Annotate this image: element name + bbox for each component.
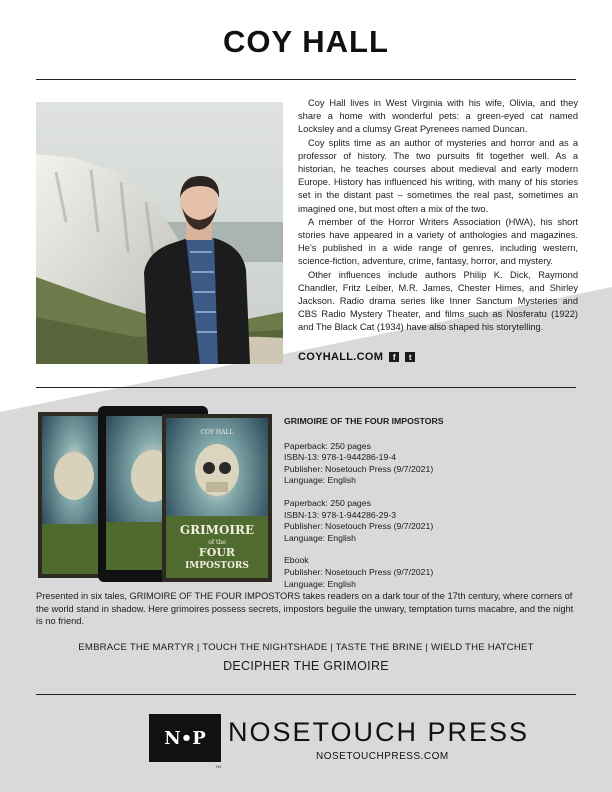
edition-language: Language: English bbox=[284, 578, 356, 589]
book-details bbox=[284, 416, 584, 601]
call-to-action: DECIPHER THE GRIMOIRE bbox=[223, 659, 389, 673]
bio-paragraph: Coy Hall lives in West Virginia with his wife, Olivia, and they share a home with wonderful pets: a green-eyed cat named Locksley and a clumsy Great Pyrenees named Duncan. bbox=[298, 98, 578, 135]
author-links bbox=[298, 351, 415, 363]
bio-paragraph: Coy splits time as an author of mysteries and horror and as a professor of history. The two pursuits fit together well. As a historian, he teaches courses about medieval and early modern Europe. History has influenced his writing, with many of his stories set in the distant past – sometimes the real past, sometimes an imagined one, but most often a mix of the two. bbox=[298, 137, 578, 214]
bottom-divider bbox=[36, 694, 576, 695]
author-name-heading: COY HALL bbox=[223, 24, 389, 59]
edition-paperback-2 bbox=[284, 498, 584, 544]
edition-format: Paperback: 250 pages bbox=[284, 440, 371, 451]
edition-ebook bbox=[284, 555, 584, 590]
edition-publisher: Publisher: Nosetouch Press (9/7/2021) bbox=[284, 566, 434, 577]
publisher-website-link[interactable]: NOSETOUCHPRESS.COM bbox=[316, 751, 449, 762]
cover-title-line1: GRIMOIRE bbox=[179, 523, 255, 537]
book-covers-image bbox=[36, 404, 276, 586]
edition-isbn: ISBN-13: 978-1-944286-29-3 bbox=[284, 509, 397, 520]
middle-divider bbox=[36, 387, 576, 388]
book-title: GRIMOIRE OF THE FOUR IMPOSTORS bbox=[284, 416, 444, 426]
edition-format: Paperback: 250 pages bbox=[284, 497, 371, 508]
publisher-logo: N•P bbox=[149, 714, 221, 762]
edition-format: Ebook bbox=[284, 555, 309, 566]
book-blurb: Presented in six tales, GRIMOIRE OF THE FOUR IMPOSTORS takes readers on a dark tour of the 17th century, where corners of the world stand in shadow. Here grimoires possess secrets, impostors beguile the unwary, temptation turns macabre, and the night is no friend. bbox=[36, 591, 574, 627]
cover-title-line2: of the bbox=[208, 539, 226, 546]
author-website-link[interactable]: COYHALL.COM bbox=[298, 351, 384, 363]
author-photo bbox=[36, 102, 283, 364]
book-tagline: EMBRACE THE MARTYR | TOUCH THE NIGHTSHADE | TASTE THE BRINE | WIELD THE HATCHET bbox=[78, 642, 534, 653]
cover-title-line3: FOUR bbox=[198, 546, 236, 559]
edition-publisher: Publisher: Nosetouch Press (9/7/2021) bbox=[284, 521, 434, 532]
cover-author-text: COY HALL bbox=[200, 429, 234, 436]
edition-language: Language: English bbox=[284, 532, 356, 543]
bio-paragraph: Other influences include authors Philip K. Dick, Raymond Chandler, Fritz Leiber, M.R. James, Chester Himes, and Shirley Jackson. Radio drama series like Inner Sanctum Mysteries and CBS Radio Mystery Theater, and films such as Nosferatu (1922) and The Black Cat (1934) have also shaped his storytelling. bbox=[298, 269, 578, 333]
cover-title-line4: IMPOSTORS bbox=[185, 561, 249, 571]
edition-isbn: ISBN-13: 978-1-944286-19-4 bbox=[284, 452, 397, 463]
front-cover bbox=[162, 414, 272, 582]
twitter-icon[interactable]: t bbox=[405, 352, 415, 362]
bio-paragraph: A member of the Horror Writers Association (HWA), his short stories have appeared in a variety of anthologies and magazines. He’s published in a wide range of genres, including western, science-fiction, adventure, crime, fantasy, horror, and mystery. bbox=[298, 216, 578, 267]
publisher-name: NOSETOUCH PRESS bbox=[228, 717, 530, 747]
author-bio bbox=[298, 97, 578, 335]
trademark-mark: TM bbox=[215, 764, 221, 769]
edition-paperback-1 bbox=[284, 441, 584, 487]
top-divider bbox=[36, 79, 576, 80]
edition-language: Language: English bbox=[284, 475, 356, 486]
facebook-icon[interactable]: f bbox=[389, 352, 399, 362]
edition-publisher: Publisher: Nosetouch Press (9/7/2021) bbox=[284, 463, 434, 474]
